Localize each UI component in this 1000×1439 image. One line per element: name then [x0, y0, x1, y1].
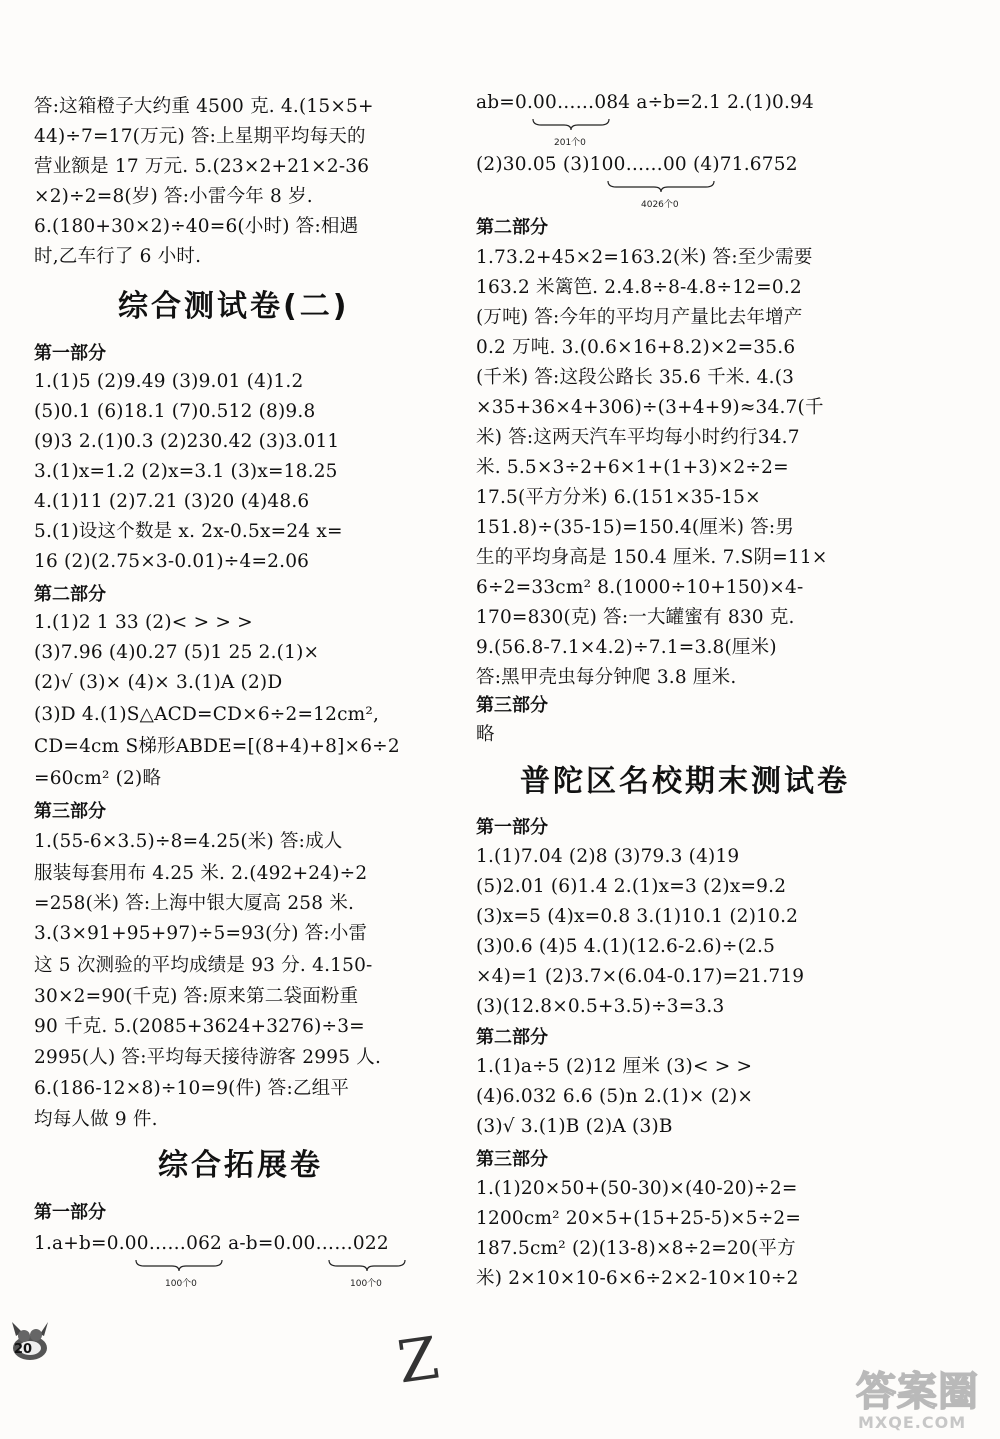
answer-line: 6÷2=33cm² 8.(1000÷10+150)×4-: [476, 577, 804, 598]
handwritten-mark: Z: [393, 1323, 443, 1397]
intro-line: 时,乙车行了 6 小时.: [34, 246, 202, 267]
part-heading: 第二部分: [476, 1027, 548, 1048]
part-heading: 第三部分: [476, 1149, 548, 1170]
answer-line: 1.a+b=0.00……062 a-b=0.00……022: [34, 1233, 389, 1254]
part-heading: 第一部分: [34, 1202, 106, 1223]
answer-line: (2)30.05 (3)100……00 (4)71.6752: [476, 154, 798, 175]
answer-line: 170=830(克) 答:一大罐蜜有 830 克.: [476, 607, 795, 628]
answer-line: 生的平均身高是 150.4 厘米. 7.S阴=11×: [476, 547, 828, 568]
page-number-badge: [10, 1318, 50, 1362]
answer-line: 163.2 米篱笆. 2.4.8÷8-4.8÷12=0.2: [476, 277, 802, 298]
brace-icon: [327, 1258, 407, 1272]
answer-line: ×4)=1 (2)3.7×(6.04-0.17)=21.719: [476, 966, 805, 987]
answer-line: 1.(1)7.04 (2)8 (3)79.3 (4)19: [476, 846, 740, 867]
brace-icon: [531, 117, 611, 131]
answer-line: 米) 答:这两天汽车平均每小时约行34.7: [476, 427, 800, 448]
section-title-zonghe-2: 综合测试卷(二): [118, 289, 350, 324]
answer-line: 90 千克. 5.(2085+3624+3276)÷3=: [34, 1016, 365, 1037]
answer-line: (3)(12.8×0.5+3.5)÷3=3.3: [476, 996, 725, 1017]
answer-line: 米. 5.5×3÷2+6×1+(1+3)×2÷2=: [476, 457, 789, 478]
answer-line: (千米) 答:这段公路长 35.6 千米. 4.(3: [476, 367, 795, 388]
answer-line: 9.(56.8-7.1×4.2)÷7.1=3.8(厘米): [476, 637, 777, 658]
section-title-putuo: 普陀区名校期末测试卷: [520, 764, 850, 799]
brace-icon: [606, 179, 716, 193]
answer-line: (4)6.032 6.6 (5)n 2.(1)× (2)×: [476, 1086, 754, 1107]
watermark-brand: 答案圈: [856, 1369, 979, 1415]
answer-line: 1.(1)2 1 33 (2)< > > >: [34, 612, 253, 633]
answer-line: 151.8)÷(35-15)=150.4(厘米) 答:男: [476, 517, 795, 538]
answer-line: 3.(1)x=1.2 (2)x=3.1 (3)x=18.25: [34, 461, 338, 482]
part-heading: 第二部分: [476, 217, 548, 238]
answer-line: 17.5(平方分米) 6.(151×35-15×: [476, 487, 761, 508]
answer-line: (3)0.6 (4)5 4.(1)(12.6-2.6)÷(2.5: [476, 936, 776, 957]
answer-line: (3)x=5 (4)x=0.8 3.(1)10.1 (2)10.2: [476, 906, 799, 927]
answer-line: 1.(1)5 (2)9.49 (3)9.01 (4)1.2: [34, 371, 304, 392]
intro-line: ×2)÷2=8(岁) 答:小雷今年 8 岁.: [34, 186, 313, 207]
answer-line: (3)√ 3.(1)B (2)A (3)B: [476, 1116, 673, 1137]
brace-note: 4026个0: [641, 200, 679, 210]
answer-line: =60cm² (2)略: [34, 768, 162, 789]
watermark-url: MXQE.COM: [858, 1413, 967, 1432]
answer-line: 5.(1)设这个数是 x. 2x-0.5x=24 x=: [34, 521, 343, 542]
part-heading: 第二部分: [34, 584, 106, 605]
intro-line: 6.(180+30×2)÷40=6(小时) 答:相遇: [34, 216, 359, 237]
answer-line: =258(米) 答:上海中银大厦高 258 米.: [34, 893, 355, 914]
answer-line: 均每人做 9 件.: [34, 1109, 158, 1130]
section-title-tuozhan: 综合拓展卷: [158, 1148, 323, 1183]
answer-line: (3)7.96 (4)0.27 (5)1 25 2.(1)×: [34, 642, 320, 663]
answer-line: 1.(55-6×3.5)÷8=4.25(米) 答:成人: [34, 831, 343, 852]
answer-line: 0.2 万吨. 3.(0.6×16+8.2)×2=35.6: [476, 337, 796, 358]
intro-line: 营业额是 17 万元. 5.(23×2+21×2-36: [34, 156, 370, 177]
answer-line: (5)2.01 (6)1.4 2.(1)x=3 (2)x=9.2: [476, 876, 787, 897]
answer-line: 187.5cm² (2)(13-8)×8÷2=20(平方: [476, 1238, 796, 1259]
answer-line: (9)3 2.(1)0.3 (2)230.42 (3)3.011: [34, 431, 340, 452]
answer-line: 1.(1)a÷5 (2)12 厘米 (3)< > >: [476, 1056, 753, 1077]
answer-line: 服装每套用布 4.25 米. 2.(492+24)÷2: [34, 863, 368, 884]
answer-line: 答:黑甲壳虫每分钟爬 3.8 厘米.: [476, 667, 737, 688]
answer-line: ×35+36×4+306)÷(3+4+9)≈34.7(千: [476, 397, 824, 418]
answer-line: 这 5 次测验的平均成绩是 93 分. 4.150-: [34, 955, 373, 976]
answer-line: 1.73.2+45×2=163.2(米) 答:至少需要: [476, 247, 813, 268]
answer-line: (2)√ (3)× (4)× 3.(1)A (2)D: [34, 672, 283, 693]
page-number: 20: [14, 1342, 33, 1357]
part-heading: 第三部分: [34, 801, 106, 822]
answer-line: 略: [476, 724, 495, 745]
part-heading: 第三部分: [476, 695, 548, 716]
answer-line: CD=4cm S梯形ABDE=[(8+4)+8]×6÷2: [34, 736, 400, 757]
brace-note: 100个0: [165, 1279, 197, 1289]
answer-line: 30×2=90(千克) 答:原来第二袋面粉重: [34, 986, 359, 1007]
answer-line: 米) 2×10×10-6×6÷2×2-10×10÷2: [476, 1268, 799, 1289]
brace-note: 201个0: [554, 138, 586, 148]
answer-line: 1200cm² 20×5+(15+25-5)×5÷2=: [476, 1208, 802, 1229]
brace-icon: [134, 1258, 224, 1272]
answer-line: ab=0.00……084 a÷b=2.1 2.(1)0.94: [476, 92, 814, 113]
answer-line: 6.(186-12×8)÷10=9(件) 答:乙组平: [34, 1078, 350, 1099]
answer-line: 1.(1)20×50+(50-30)×(40-20)÷2=: [476, 1178, 798, 1199]
brace-note: 100个0: [350, 1279, 382, 1289]
part-heading: 第一部分: [34, 343, 106, 364]
answer-line: (5)0.1 (6)18.1 (7)0.512 (8)9.8: [34, 401, 316, 422]
part-heading: 第一部分: [476, 817, 548, 838]
answer-line: 3.(3×91+95+97)÷5=93(分) 答:小雷: [34, 923, 368, 944]
intro-line: 答:这箱橙子大约重 4500 克. 4.(15×5+: [34, 96, 374, 117]
answer-line: 2995(人) 答:平均每天接待游客 2995 人.: [34, 1047, 382, 1068]
answer-line: (3)D 4.(1)S△ACD=CD×6÷2=12cm²,: [34, 704, 380, 725]
intro-line: 44)÷7=17(万元) 答:上星期平均每天的: [34, 126, 366, 147]
answer-line: 16 (2)(2.75×3-0.01)÷4=2.06: [34, 551, 310, 572]
answer-line: (万吨) 答:今年的平均月产量比去年增产: [476, 307, 803, 328]
answer-line: 4.(1)11 (2)7.21 (3)20 (4)48.6: [34, 491, 310, 512]
